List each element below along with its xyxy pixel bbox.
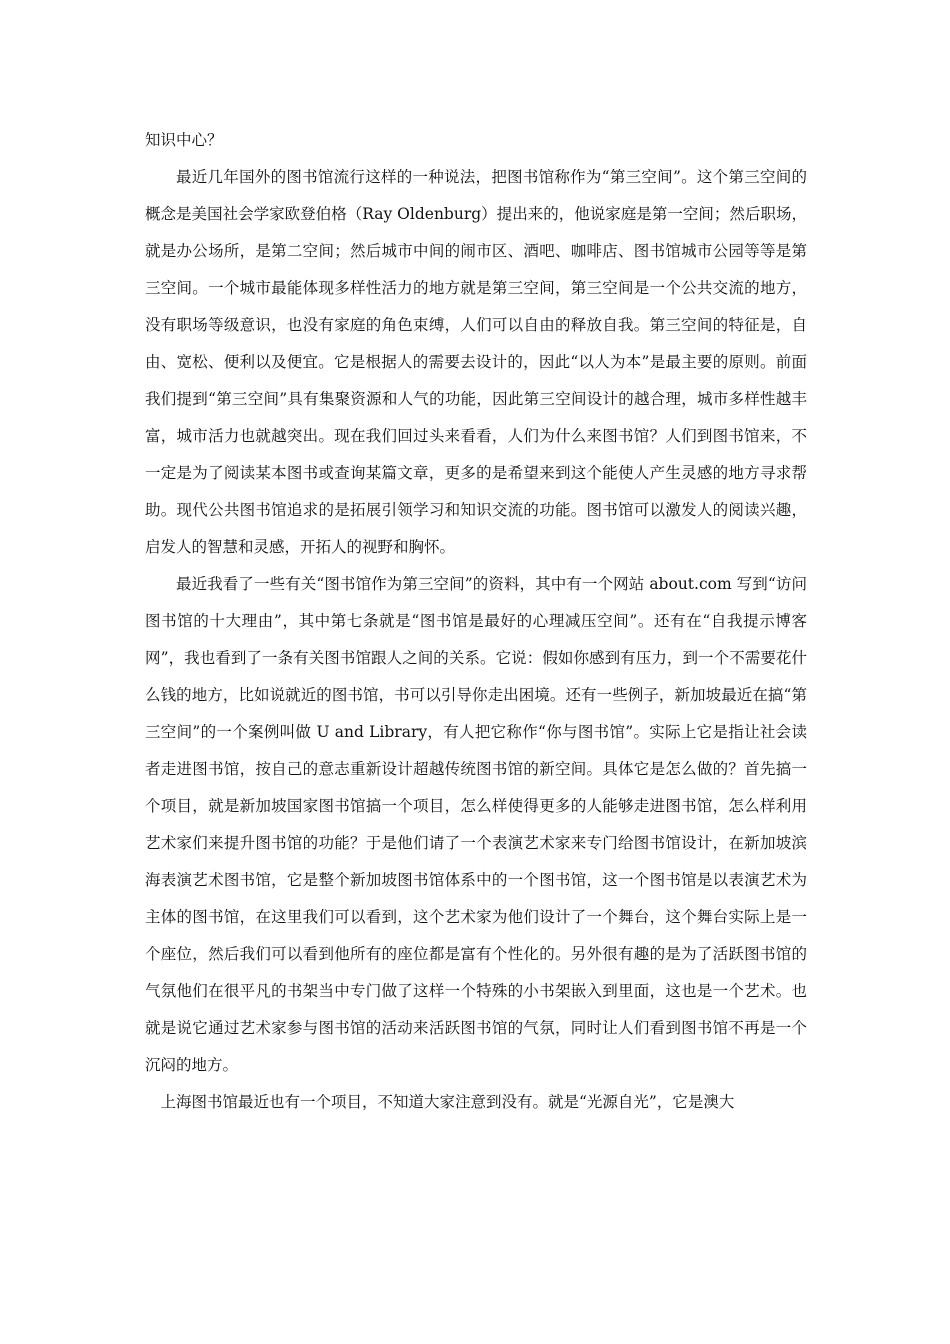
heading-fragment: 知识中心？: [145, 131, 223, 149]
paragraph-shanghai-library: 上海图书馆最近也有一个项目，不知道大家注意到没有。就是“光源自光”，它是澳大: [160, 1093, 735, 1111]
paragraph-library-examples: 最近我看了一些有关“图书馆作为第三空间”的资料，其中有一个网站 about.com 写到“访问图书馆的十大理由”，其中第七条就是“图书馆是最好的心理减压空间”。还有在“自我提示博客网”，我也看到了一条有关图书馆跟人之间的关系。它说：假如你感到有压力，到一个不需要花什么钱的地方，比如说就近的图书馆，书可以引导你走出困境。还有一些例子，新加坡最近在搞“第三空间”的一个案例叫做 U and Library，有人把它称作“你与图书馆”。实际上它是指让社会读者走进图书馆，按自己的意志重新设计超越传统图书馆的新空间。具体它是怎么做的？首先搞一个项目，就是新加坡国家图书馆搞一个项目，怎么样使得更多的人能够走进图书馆，怎么样利用艺术家们来提升图书馆的功能？于是他们请了一个表演艺术家来专门给图书馆设计，在新加坡滨海表演艺术图书馆，它是整个新加坡图书馆体系中的一个图书馆，这一个图书馆是以表演艺术为主体的图书馆，在这里我们可以看到，这个艺术家为他们设计了一个舞台，这个舞台实际上是一个座位，然后我们可以看到他所有的座位都是富有个性化的。另外很有趣的是为了活跃图书馆的气氛他们在很平凡的书架当中专门做了这样一个特殊的小书架嵌入到里面，这也是一个艺术。也就是说它通过艺术家参与图书馆的活动来活跃图书馆的气氛，同时让人们看到图书馆不再是一个沉闷的地方。: [145, 575, 807, 1074]
document-body: [145, 122, 807, 1121]
paragraph-third-space-concept: 最近几年国外的图书馆流行这样的一种说法，把图书馆称作为“第三空间”。这个第三空间的概念是美国社会学家欧登伯格（Ray Oldenburg）提出来的，他说家庭是第一空间；然后职场，就是办公场所，是第二空间；然后城市中间的闹市区、酒吧、咖啡店、图书馆城市公园等等是第三空间。一个城市最能体现多样性活力的地方就是第三空间，第三空间是一个公共交流的地方，没有职场等级意识，也没有家庭的角色束缚，人们可以自由的释放自我。第三空间的特征是，自由、宽松、便利以及便宜。它是根据人的需要去设计的，因此“以人为本”是最主要的原则。前面我们提到“第三空间”具有集聚资源和人气的功能，因此第三空间设计的越合理，城市多样性越丰富，城市活力也就越突出。现在我们回过头来看看，人们为什么来图书馆？人们到图书馆来，不一定是为了阅读某本图书或查询某篇文章，更多的是希望来到这个能使人产生灵感的地方寻求帮助。现代公共图书馆追求的是拓展引领学习和知识交流的功能。图书馆可以激发人的阅读兴趣，启发人的智慧和灵感，开拓人的视野和胸怀。: [145, 168, 807, 556]
